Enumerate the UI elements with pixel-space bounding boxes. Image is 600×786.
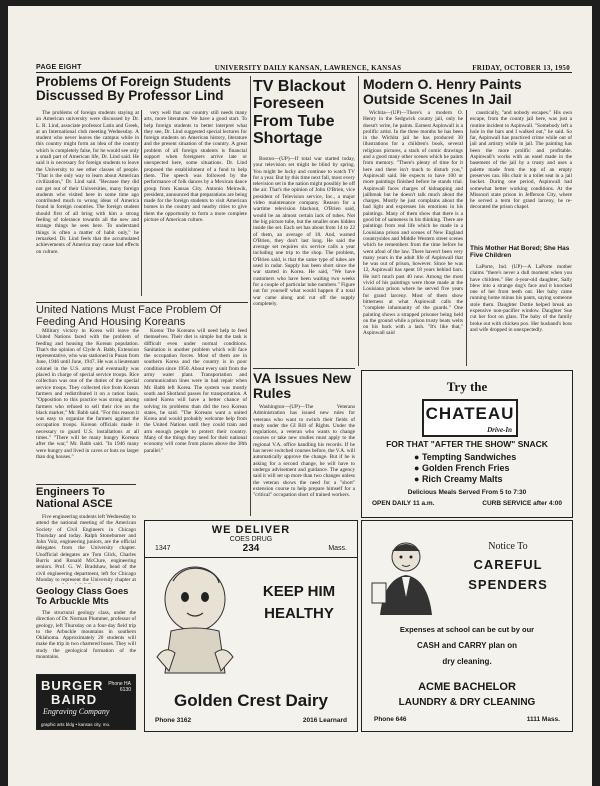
article-column — [36, 110, 139, 298]
chateau-ad — [361, 370, 573, 518]
ad-item-text: Tempting Sandwiches — [421, 452, 517, 462]
article-column — [144, 110, 247, 298]
spenders: SPENDERS — [468, 577, 548, 592]
headline: Engineers To National ASCE — [36, 486, 113, 510]
masthead-rule — [36, 72, 572, 73]
article-text: Korea: The Koreans will need help to feed themselves. Their diet is simple but the task is difficult even under normal conditions. Sanitation is another problem which will face the occupation forces. Most of them are in southern Korea and the country is in poor condition since 1950. About every unit from the army water plant. Transportation and communication lines were in bad repair when Mr. Babb left Korea. The system was mostly south and Shotland passes for transportation. A united Korea will have a better chance of solving its problems than did the two Korean states, he said. "The Koreans want a united Korea and would probably welcome help from the United Nations until they could train and arm enough people to protect their country. Many of the things they need for their national economy will come from places above the 38th parallel." — [144, 328, 247, 454]
article-text: LaPorte, Ind. (UP)—A LaPorte mother claims "there's never a dull moment when you have children." Her 4-year-old daughter, Sally blew into a strange dog's face and it knocked one of her front teeth out. Her baby came running home minus his pants, saying someone stole them. Daughter Dottie helped break an expensive non-pacifier window. Daughter Sue cut her foot on glass. The baby of the family broke out with chicken pox. Her husband's boss and wife dropped in unexpectedly. — [470, 264, 572, 333]
ad-item: ● Golden French Fries — [414, 463, 510, 473]
man-illustration — [370, 535, 442, 621]
acme-ad — [361, 520, 573, 732]
ad-tagline: FOR THAT "AFTER THE SHOW" SNACK — [386, 439, 548, 449]
article-column — [36, 514, 136, 584]
article-text: Five engineering students left Wednesday to attend the national meeting of the American Society of Civil Engineers in Chicago Thursday and today. Ralph Stoneburner and John Volz, engineering juniors, are the official delegates from the University chapter. Unofficial delegates are Tom Glick, Charles Burris and Ronald McClure, engineering seniors. Prof. G. W. Bradshaw, head of the civil engineering department, left for Chicago Monday to represent the University chapter at — [36, 514, 136, 583]
article-text: The problems of foreign students staying at an American university were discussed by Dr. L. R. Lind, associate professor Latin and Greek, at an International club meeting Wednesday. A student who never leaves the campus while in this country might form an idea of the country which is completely false, for he would see only a small part of American life, Dr. Lind said. He said it is necessary for foreign students to leave the University to see other classes of people. "That is the only way to learn about American civilization," Dr. Lind said. "Because they did not get out of their Universities, many foreign students who visited here in some time ago contributed much to wrong ideas of America found in foreign countries. The foreign student should first of all bring with him a strong feeling of tolerance towards all the new and strange things he sees here. To understand things is often a matter of habit only," he remarked. Dr. Lind feels that the accumulated achievements of America may cause bad effects on culture. — [36, 110, 139, 255]
deliver-phone: 1347 — [155, 545, 171, 552]
ad-item-text: Rich Creamy Malts — [421, 474, 503, 484]
golden-crest-ad — [144, 520, 358, 732]
foreign-students-article — [36, 75, 248, 103]
headline: Geology Class Goes To Arbuckle Mts — [36, 586, 129, 607]
ad-items — [414, 452, 516, 485]
dairy-address: 2016 Learnard — [302, 717, 347, 724]
acme-phone: Phone 646 — [374, 716, 407, 723]
article-column — [36, 610, 136, 670]
tv-blackout-article — [253, 78, 355, 147]
ad-headline: KEEP HIM — [262, 583, 336, 600]
ad-item: ● Tempting Sandwiches — [414, 452, 517, 462]
article-text: Wichita—(UP)—There's a modern O. Henry in the Sedgwick county jail, only he doesn't write, he paints. Earnest Aspinwall is a prolific artist. In the three months he has been in the Wichita jail he has produced 30 illustrations for a children's book, several religious pictures, a stack of comic drawings and a good many other scenes which he paints from memory. "There's plenty of time for it here and there isn't much to disturb you," Aspinwall said. He expects to have 100 or more paintings finished before he stands trial. Aspinwall faces charges of kidnapping and jailbreak but he doesn't talk much about the charges. Mostly he just complains about the bad light and expresses his emotions in his paintings. Many of them show that there is a good bit of sameness in his thinking. There are paintings from real life which he made in a Louisiana prison and scenes of New England countrysides and Middle Western street scenes which he remembers from the time before he went afoul of the law. There haven't been very many years in the adult life of Aspinwall that he was out of prison, however. Since he was 12, Aspinwall has spent 18 years behind bars. He isn't much past 40 now. Among the most vivid of his paintings were those made at the Louisiana prison where he served five years for grand larceny. Most of them show bitterness at what Aspinwall calls the "complete inhumanity of the guards." One painting shows a strapped prisoner being held on the ground while a prison trusty beats welts on his back with a lash. "It's like that," Aspinwall said — [363, 110, 463, 337]
headline: This Mother Hat Bored; She Has Five Children — [470, 245, 570, 259]
article-text: very well that our country still needs many arts, more literature. We have a good start. To help foreign students to better interpret what they see, Dr. Lind suggested special lectures for foreign students on American history, literature and the present situation of the country. A great problem of all foreign students is financial support when foreigners arrive late or unexpected here, some situations. Dr. Lind proposed the establishment of a fund to help them. The speech was followed by the performance of folk dances by a Mexican dance group from Kansas City. Antonio Meinwik, president, announced that preparations are being made for the foreign students to visit American homes in the country and nearby cities to give them the opportunity to form a more complete picture of American culture. — [144, 110, 247, 224]
geology-article — [36, 587, 136, 607]
paper-name: UNIVERSITY DAILY KANSAN, LAWRENCE, KANSAS — [214, 64, 402, 72]
acme-service: LAUNDRY & DRY CLEANING — [398, 697, 536, 708]
chateau-name: CHATEAU — [425, 404, 515, 423]
ad-line: BAIRD — [51, 692, 98, 707]
deliver-number: 234 — [242, 543, 260, 554]
article-column — [253, 404, 355, 516]
headline: TV Blackout Foreseen From Tube Shortage — [253, 78, 346, 147]
ad-item-text: Golden French Fries — [421, 463, 510, 473]
headline: Problems Of Foreign Students Discussed By Professor Lind — [36, 74, 232, 104]
ad-headline: HEALTHY — [264, 605, 334, 622]
un-article — [36, 302, 248, 328]
drive-in: Drive-In — [487, 426, 512, 434]
o-henry-article — [363, 77, 573, 106]
article-column — [36, 328, 139, 478]
deliver-street: Mass. — [328, 545, 347, 552]
article-text: caustically, "and nobody escapes." His own escape, from the county jail here, was just a routine incident to Aspinwall. "Somebody left a hole in the bars and I walked out," he said. So far, Aspinwall has practiced crime while out of jail and artistry while in jail. The painting has been the more prolific and profitable. Aspinwall's works with an easel made in the basement of the jail by a trusty and uses a palette made from the top of an empty preserves can. His chair is a toilet seat in a jail bucket. During one period, Aspinwall had somewhat better working conditions. At the Missouri state prison in Jefferson City, where he served a term for grand larceny, he re-decorated the prison chapel. — [470, 110, 572, 211]
ad-footer: graphic arts bldg • kansas city, mo. — [41, 722, 111, 727]
careful: CAREFUL — [473, 557, 543, 572]
ad-line: BURGER — [41, 678, 104, 693]
column-divider — [250, 76, 251, 516]
deliver-subtitle: COES DRUG — [229, 536, 273, 543]
ad-body: CASH and CARRY plan on — [416, 641, 517, 650]
article-column — [470, 110, 572, 242]
newspaper-page — [8, 6, 592, 786]
column-divider — [466, 110, 467, 366]
article-text: Military victory in Korea will leave the United Nations faced with the problem of feeding and housing the Korean population. That's the opinion of Clyde A. Babb, Extension representative, who was stationed in Pusan from June, 1946 until June, 1947. He was a lieutenant colonel in the U.S. army and eventually was placed in charge of special service troops. Rice collection was one of the duties of the special service troops. They collected rice from Korean farmers and redistributed it on a ration basis. "Opposition to this practice was strong among farmers who refused to sell their rice on the black market," Mr. Babb said. "For this reason it was easy to organize the farmers against the occupation troops. Korean officials made it necessary to guard U.S. installations at all times." "There will be many hungry Koreans after the war," Mr. Babb said. "In 1946 many were hungry and lived in caves or huts no larger than dog houses." — [36, 328, 139, 460]
headline: United Nations Must Face Problem Of Feeding And Housing Koreans — [36, 304, 222, 328]
acme-name: ACME BACHELOR — [418, 681, 516, 693]
ad-body: Expenses at school can be cut by our — [399, 625, 535, 634]
page-label: PAGE EIGHT — [36, 64, 82, 71]
article-column — [470, 264, 572, 366]
ad-body: dry cleaning. — [442, 657, 492, 666]
ad-item: ● Rich Creamy Malts — [414, 474, 503, 484]
article-column — [144, 328, 247, 478]
mother-article — [470, 246, 572, 260]
deliver-title: WE DELIVER — [211, 524, 291, 536]
article-text: Boston—(UP)—If total war started today, your television set might be blind by spring. You might be lucky and continue to watch TV for a year. But by this time next fall, most every television set in the nation might possibly be off the air. That's the opinion of John O'Brien, vice president of Television service, Inc., a major video maintenance company. Reason for a wartime television blackout, O'Brien said, would be an almost certain lack of tubes. Not the big picture tube, but the smaller ones hidden inside the set. Each set has about from 14 to 22 of them, an average of 18. And, warned O'Brien, they don't last long. He said the average set requires six service calls a year including one trip to the shop. The problem, O'Brien said, is that the same type of tubes are used in radar. Supply has been short since the war started in Korea. He said, "We have customers who have been waiting two weeks for a couple of particular tube numbers." Figure out for yourself what would happen if a total war came along and cut off the supply completely. — [253, 156, 355, 307]
issue-date: FRIDAY, OCTOBER 13, 1950 — [472, 64, 570, 72]
deliver-banner — [145, 521, 357, 558]
acme-address: 1111 Mass. — [526, 716, 560, 723]
column-divider — [358, 76, 359, 366]
notice-to: Notice To — [488, 541, 528, 552]
ad-note: Delicious Meals Served From 5 to 7:30 — [407, 489, 527, 496]
article-column — [253, 156, 355, 364]
burger-baird-ad — [36, 674, 136, 730]
ad-phone: Phone HA 6130 — [108, 681, 131, 693]
ad-hours: OPEN DAILY 11 a.m. — [372, 500, 435, 507]
article-text: Washington—(UP)—The Veterans Administration has issued new rules for veterans who want to switch their fields of study under the GI Bill of Rights. Under the regulations, a veteran who wants to change courses or take new studies must apply to the regional V.A. office handling his records. If he has never switched courses before, the V.A. will automatically approve the change. But if he is asking for a second change, he will have to undergo advisement and guidance. The agency said it will set up more than two changes unless the veteran shows the need for a "short" extension course to help prepare himself for a "critical" occupation short of trained workers. — [253, 404, 355, 499]
ad-line: Engraving Company — [43, 707, 110, 716]
dairy-name: Golden Crest Dairy — [174, 691, 328, 710]
article-column — [363, 110, 463, 366]
baby-illustration — [153, 561, 237, 689]
engineers-article — [36, 484, 136, 510]
ad-try: Try the — [446, 379, 488, 394]
chateau-sign — [422, 399, 518, 437]
headline: Modern O. Henry Paints Outside Scenes In Jail — [363, 76, 522, 107]
ad-service: CURB SERVICE after 4:00 — [482, 500, 562, 507]
article-text: The structural geology class, under the direction of Dr. Norman Plummer, professor of geology, left Thursday on a four-day field trip to the Arbuckle mountains in southern Oklahoma. Approximately 20 students will make the trip in two chartered buses. They will study the geological formation of the mountains. — [36, 610, 136, 661]
headline: VA Issues New Rules — [253, 370, 352, 401]
column-divider — [141, 110, 142, 296]
dairy-phone: Phone 3162 — [155, 717, 192, 724]
va-article — [253, 368, 355, 400]
